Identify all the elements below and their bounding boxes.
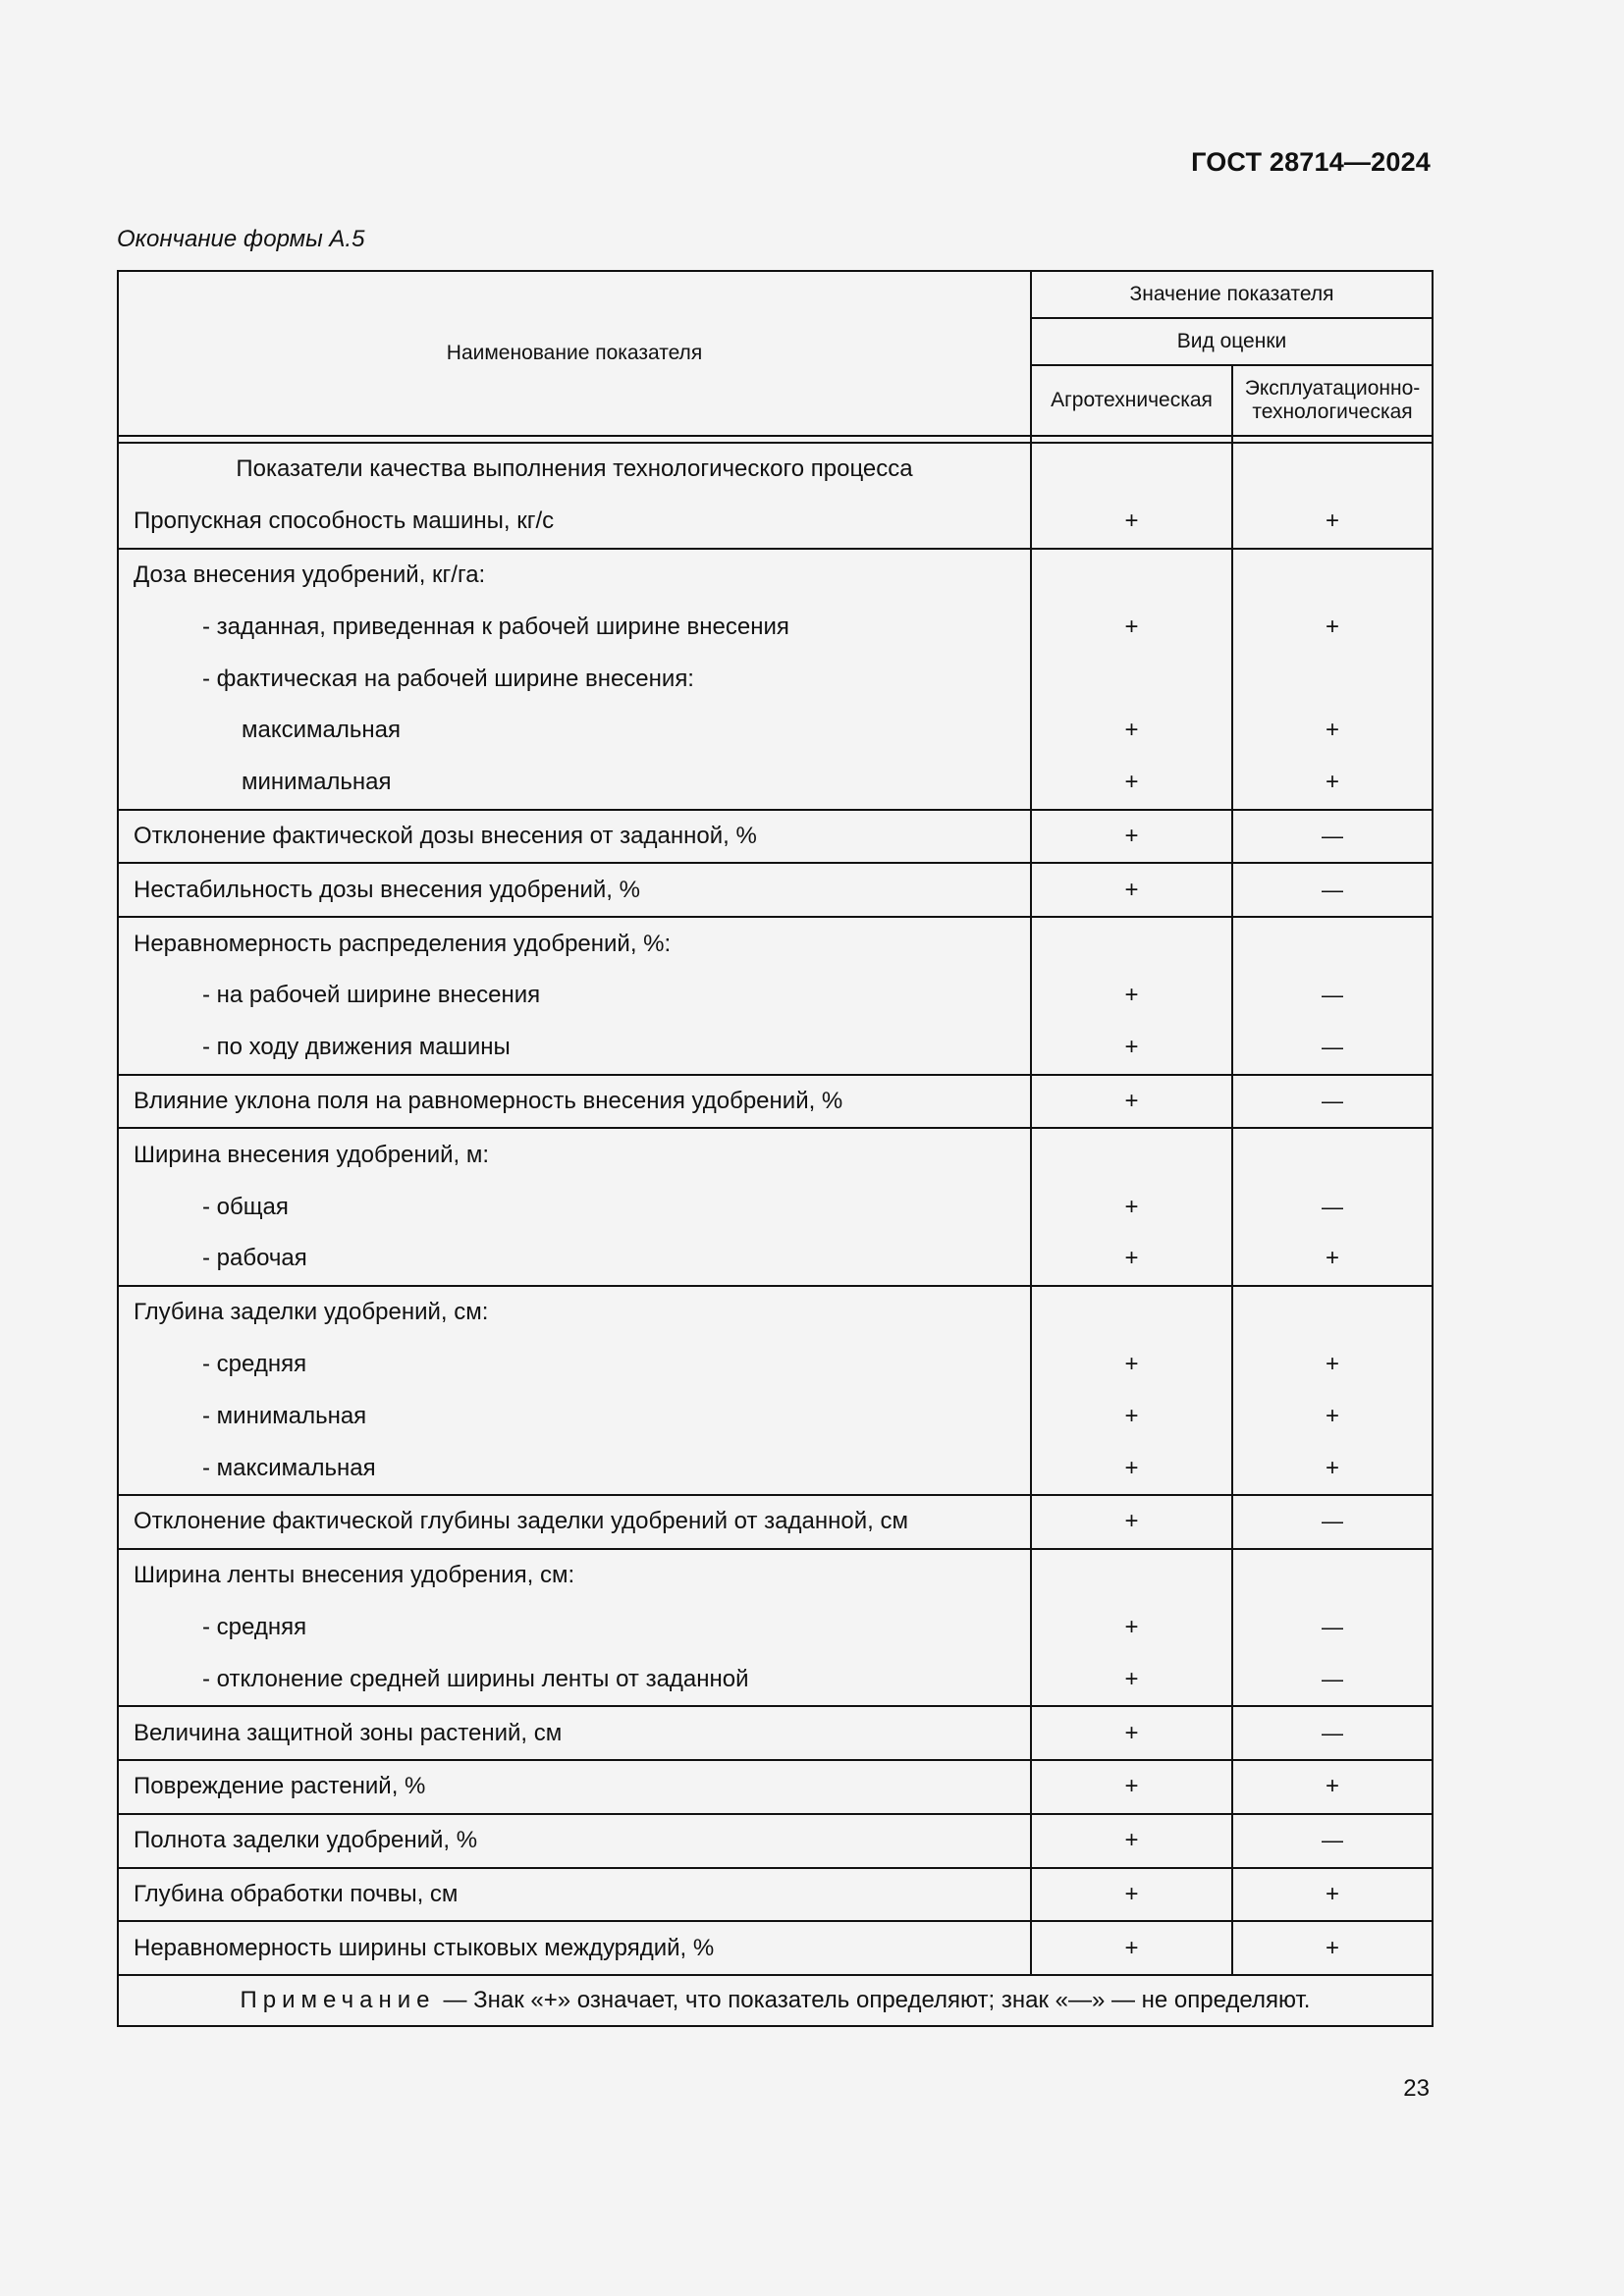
indicator-label: Доза внесения удобрений, кг/га:	[134, 561, 486, 588]
indicator-label: Неравномерность ширины стыковых междурядий, %	[134, 1934, 715, 1961]
indicator-cell	[118, 549, 1031, 810]
table-row	[118, 810, 1433, 864]
page-number: 23	[1403, 2075, 1430, 2102]
exploit-mark	[1233, 918, 1432, 970]
exploit-cell	[1232, 1868, 1433, 1922]
agro-mark: +	[1124, 717, 1139, 744]
indicator-label: Ширина ленты внесения удобрения, см:	[134, 1562, 575, 1589]
indicator-cell	[118, 863, 1031, 917]
agro-mark: +	[1124, 1613, 1139, 1640]
agro-cell	[1031, 917, 1232, 1074]
agro-mark: +	[1124, 507, 1139, 535]
agro-cell	[1031, 1128, 1232, 1285]
table-note	[118, 1975, 1433, 2026]
exploit-mark: —	[1322, 1509, 1343, 1534]
agro-cell	[1031, 1868, 1232, 1922]
agro-mark: +	[1124, 876, 1139, 903]
note-text: — Знак «+» означает, что показатель определяют; знак «—» — не определяют.	[443, 1987, 1311, 2014]
agro-mark: +	[1124, 1773, 1139, 1800]
table-row	[118, 917, 1433, 1074]
exploit-cell	[1232, 1075, 1433, 1129]
indicator-cell	[118, 1868, 1031, 1922]
exploit-mark: +	[1326, 1350, 1340, 1377]
indicators-table	[117, 270, 1434, 2027]
agro-cell	[1031, 443, 1232, 549]
agro-mark	[1032, 653, 1231, 705]
indicator-label: - заданная, приведенная к рабочей ширине внесения	[202, 613, 789, 640]
agro-cell	[1031, 1286, 1232, 1495]
header-indicator-value: Значение показателя	[1031, 271, 1433, 318]
table-row	[118, 1921, 1433, 1975]
agro-mark: +	[1124, 1087, 1139, 1114]
exploit-cell	[1232, 1706, 1433, 1760]
table-body	[118, 443, 1433, 1975]
exploit-cell	[1232, 1495, 1433, 1549]
agro-mark: +	[1124, 1454, 1139, 1481]
agro-mark: +	[1124, 1402, 1139, 1429]
exploit-cell	[1232, 810, 1433, 864]
indicator-cell	[118, 1706, 1031, 1760]
agro-mark	[1032, 444, 1231, 496]
exploit-mark	[1233, 1550, 1432, 1602]
agro-cell	[1031, 1549, 1232, 1706]
exploit-mark: +	[1326, 1454, 1340, 1481]
agro-mark: +	[1124, 1508, 1139, 1535]
indicator-cell	[118, 1814, 1031, 1868]
header-separator	[118, 436, 1433, 443]
exploit-mark: +	[1326, 613, 1340, 640]
exploit-mark: +	[1326, 1773, 1340, 1800]
indicator-label: Показатели качества выполнения технологического процесса	[236, 455, 913, 483]
agro-mark: +	[1124, 1245, 1139, 1272]
indicator-cell	[118, 1286, 1031, 1495]
indicator-label: - средняя	[202, 1350, 307, 1377]
indicator-cell	[118, 917, 1031, 1074]
exploit-mark: +	[1326, 507, 1340, 535]
exploit-cell	[1232, 863, 1433, 917]
exploit-cell	[1232, 1549, 1433, 1706]
agro-cell	[1031, 1760, 1232, 1814]
agro-mark: +	[1124, 1719, 1139, 1746]
indicator-label: Влияние уклона поля на равномерность внесения удобрений, %	[134, 1087, 843, 1114]
indicator-cell	[118, 1495, 1031, 1549]
indicator-label: Отклонение фактической дозы внесения от заданной, %	[134, 822, 757, 849]
exploit-mark	[1233, 444, 1432, 496]
exploit-mark	[1233, 550, 1432, 602]
table-header	[118, 271, 1433, 443]
indicator-label: - по ходу движения машины	[202, 1034, 511, 1061]
agro-cell	[1031, 1495, 1232, 1549]
indicator-cell	[118, 443, 1031, 549]
agro-mark: +	[1124, 1934, 1139, 1961]
indicator-label: Неравномерность распределения удобрений, %:	[134, 930, 672, 957]
indicator-cell	[118, 810, 1031, 864]
exploit-cell	[1232, 1128, 1433, 1285]
indicator-label: Нестабильность дозы внесения удобрений, %	[134, 876, 640, 903]
exploit-mark: —	[1322, 983, 1343, 1008]
exploit-mark: —	[1322, 877, 1343, 902]
indicator-label: Глубина заделки удобрений, см:	[134, 1299, 489, 1326]
indicator-cell	[118, 1128, 1031, 1285]
header-assessment-type: Вид оценки	[1031, 318, 1433, 365]
agro-mark: +	[1124, 1827, 1139, 1854]
indicator-label: минимальная	[242, 769, 392, 796]
exploit-mark: +	[1326, 1245, 1340, 1272]
exploit-cell	[1232, 917, 1433, 1074]
indicator-label: Отклонение фактической глубины заделки удобрений от заданной, см	[134, 1508, 908, 1535]
agro-mark: +	[1124, 1665, 1139, 1692]
table-row	[118, 1549, 1433, 1706]
exploit-mark: +	[1326, 769, 1340, 796]
table-row	[118, 549, 1433, 810]
indicator-label: - рабочая	[202, 1245, 307, 1272]
exploit-mark: +	[1326, 717, 1340, 744]
exploit-mark: —	[1322, 1720, 1343, 1745]
table-row	[118, 1868, 1433, 1922]
agro-mark	[1032, 550, 1231, 602]
table-row	[118, 1495, 1433, 1549]
document-code: ГОСТ 28714—2024	[1191, 147, 1431, 177]
indicator-label: - отклонение средней ширины ленты от заданной	[202, 1665, 749, 1692]
exploit-cell	[1232, 1921, 1433, 1975]
exploit-mark: +	[1326, 1880, 1340, 1907]
table-row	[118, 1760, 1433, 1814]
exploit-mark: —	[1322, 1828, 1343, 1853]
agro-mark	[1032, 1287, 1231, 1339]
exploit-mark: +	[1326, 1402, 1340, 1429]
indicator-cell	[118, 1760, 1031, 1814]
agro-mark: +	[1124, 1350, 1139, 1377]
exploit-cell	[1232, 443, 1433, 549]
indicator-label: - максимальная	[202, 1454, 376, 1481]
agro-mark	[1032, 1129, 1231, 1181]
exploit-cell	[1232, 1760, 1433, 1814]
exploit-mark: —	[1322, 1666, 1343, 1691]
header-agrotechnical: Агротехническая	[1031, 365, 1232, 436]
table-row	[118, 1706, 1433, 1760]
agro-mark: +	[1124, 1193, 1139, 1220]
indicator-label: - фактическая на рабочей ширине внесения:	[202, 665, 694, 692]
exploit-cell	[1232, 1814, 1433, 1868]
note-prefix: Примечание	[240, 1987, 436, 2014]
header-indicator-name: Наименование показателя	[118, 271, 1031, 436]
indicator-label: - общая	[202, 1193, 289, 1220]
exploit-mark: +	[1326, 1934, 1340, 1961]
table-row	[118, 443, 1433, 549]
agro-cell	[1031, 810, 1232, 864]
indicator-cell	[118, 1549, 1031, 1706]
indicator-label: Глубина обработки почвы, см	[134, 1880, 459, 1907]
indicator-cell	[118, 1921, 1031, 1975]
agro-mark: +	[1124, 1880, 1139, 1907]
table-row	[118, 863, 1433, 917]
agro-mark: +	[1124, 769, 1139, 796]
exploit-mark: —	[1322, 1614, 1343, 1639]
indicator-label: Повреждение растений, %	[134, 1773, 426, 1800]
exploit-mark	[1233, 1287, 1432, 1339]
indicator-label: Величина защитной зоны растений, см	[134, 1719, 563, 1746]
form-caption: Окончание формы А.5	[117, 226, 365, 252]
indicator-label: Полнота заделки удобрений, %	[134, 1827, 478, 1854]
agro-mark: +	[1124, 982, 1139, 1009]
indicator-label: Ширина внесения удобрений, м:	[134, 1141, 490, 1168]
exploit-mark	[1233, 1129, 1432, 1181]
exploit-mark	[1233, 653, 1432, 705]
agro-mark	[1032, 918, 1231, 970]
agro-mark: +	[1124, 822, 1139, 849]
exploit-mark: —	[1322, 1088, 1343, 1113]
agro-cell	[1031, 1706, 1232, 1760]
table-row	[118, 1814, 1433, 1868]
exploit-cell	[1232, 549, 1433, 810]
indicator-label: - средняя	[202, 1613, 307, 1640]
indicator-cell	[118, 1075, 1031, 1129]
indicator-label: - на рабочей ширине внесения	[202, 982, 541, 1009]
table-row	[118, 1075, 1433, 1129]
agro-cell	[1031, 863, 1232, 917]
table-row	[118, 1286, 1433, 1495]
agro-cell	[1031, 1921, 1232, 1975]
exploit-mark: —	[1322, 1194, 1343, 1219]
agro-cell	[1031, 549, 1232, 810]
agro-mark: +	[1124, 613, 1139, 640]
exploit-cell	[1232, 1286, 1433, 1495]
agro-mark: +	[1124, 1034, 1139, 1061]
indicator-label: максимальная	[242, 717, 401, 744]
exploit-mark: —	[1322, 823, 1343, 848]
agro-cell	[1031, 1075, 1232, 1129]
exploit-mark: —	[1322, 1035, 1343, 1060]
indicator-label: - минимальная	[202, 1402, 367, 1429]
header-exploitation: Эксплуатационно- технологическая	[1232, 365, 1433, 436]
indicator-label: Пропускная способность машины, кг/с	[134, 507, 555, 535]
agro-cell	[1031, 1814, 1232, 1868]
agro-mark	[1032, 1550, 1231, 1602]
table-row	[118, 1128, 1433, 1285]
